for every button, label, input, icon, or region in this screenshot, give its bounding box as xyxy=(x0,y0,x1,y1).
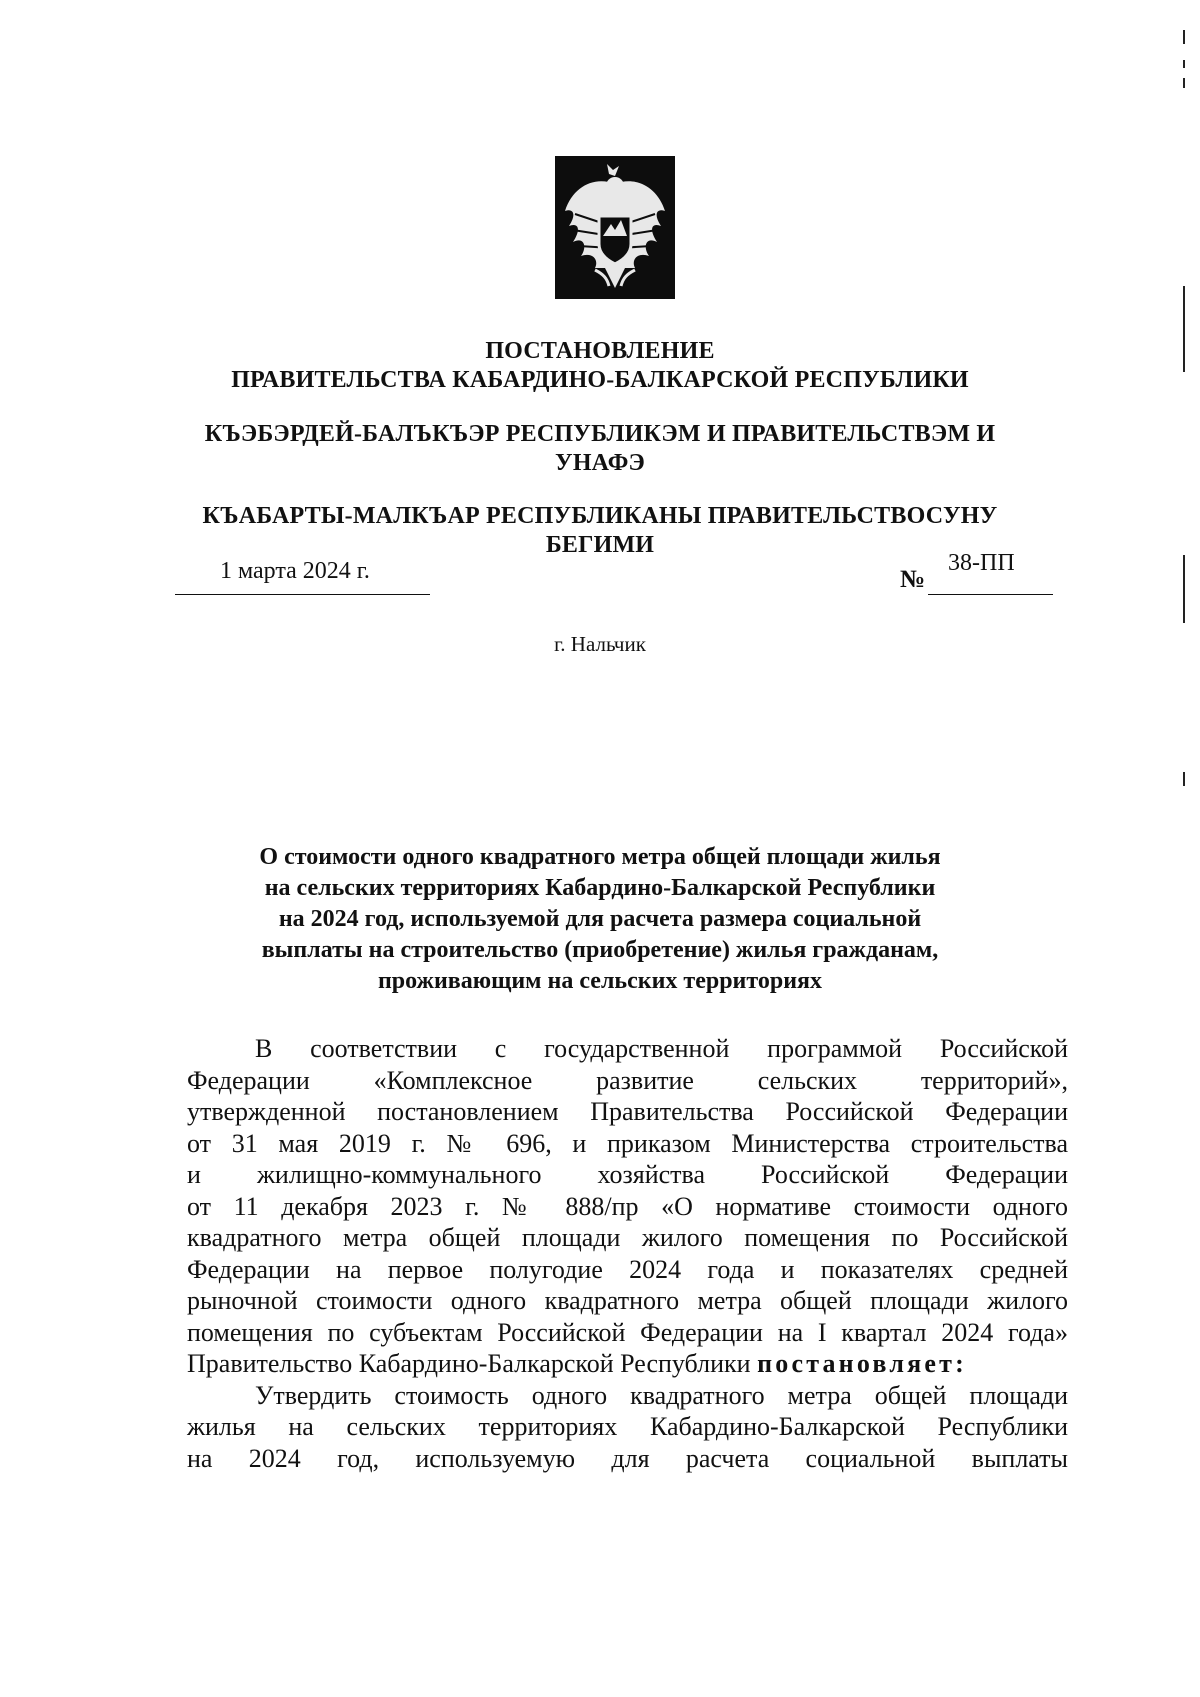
header-kabardian-line: КЪЭБЭРДЕЙ-БАЛЪКЪЭР РЕСПУБЛИКЭМ И ПРАВИТЕЛЬСТВЭМ И xyxy=(204,421,996,447)
header-title-line: ПРАВИТЕЛЬСТВА КАБАРДИНО-БАЛКАРСКОЙ РЕСПУБЛИКИ xyxy=(231,367,969,393)
body-line: квадратного метра общей площади жилого помещения по Российской xyxy=(187,1223,1068,1252)
scan-mark xyxy=(1183,60,1185,68)
header-title-line: ПОСТАНОВЛЕНИЕ xyxy=(485,338,715,364)
header-kabardian xyxy=(150,420,1050,478)
scan-mark xyxy=(1183,30,1185,44)
body-line: Правительство Кабардино-Балкарской Республики xyxy=(187,1349,751,1378)
scan-mark xyxy=(1183,555,1185,623)
body-line: жилья на сельских территориях Кабардино-Балкарской Республики xyxy=(187,1412,1068,1441)
header-kabardian-line: УНАФЭ xyxy=(555,450,645,476)
body-text xyxy=(187,1033,1068,1474)
body-line: Утвердить стоимость одного квадратного метра общей площади xyxy=(255,1380,1068,1410)
title-line: выплаты на строительство (приобретение) жилья гражданам, xyxy=(261,937,939,963)
number-sign: № xyxy=(900,566,926,593)
body-line: Федерации «Комплексное развитие сельских территорий», xyxy=(187,1065,1068,1095)
body-line: на 2024 год, используемую для расчета социальной выплаты xyxy=(187,1443,1068,1473)
decree-number: 38-ПП xyxy=(948,550,1015,576)
title-line: на сельских территориях Кабардино-Балкарской Республики xyxy=(264,875,936,901)
coat-of-arms-emblem xyxy=(555,156,675,299)
header-balkar xyxy=(150,502,1050,560)
body-line: утвержденной постановлением Правительства Российской Федерации xyxy=(187,1097,1068,1126)
body-line: от 11 декабря 2023 г. № 888/пр «О нормативе стоимости одного xyxy=(187,1191,1068,1221)
body-line: от 31 мая 2019 г. № 696, и приказом Министерства строительства xyxy=(187,1128,1068,1158)
scan-mark xyxy=(1183,286,1185,372)
decree-date: 1 марта 2024 г. xyxy=(220,558,370,584)
title-line: О стоимости одного квадратного метра общей площади жилья xyxy=(259,844,941,870)
scan-mark xyxy=(1183,772,1185,786)
decree-title xyxy=(150,842,1050,997)
body-line: Федерации на первое полугодие 2024 года и показателях средней xyxy=(187,1254,1068,1284)
header-title xyxy=(150,337,1050,395)
scan-mark xyxy=(1183,78,1185,88)
date-underline xyxy=(175,594,430,595)
body-line: помещения по субъектам Российской Федерации на I квартал 2024 года» xyxy=(187,1317,1068,1347)
body-line: В соответствии с государственной программой Российской xyxy=(255,1034,1068,1063)
header-balkar-line: КЪАБАРТЫ-МАЛКЪАР РЕСПУБЛИКАНЫ ПРАВИТЕЛЬСТВОСУНУ xyxy=(202,503,998,529)
body-line-decree xyxy=(187,1348,1068,1380)
decree-word: постановляет: xyxy=(757,1349,967,1378)
body-line: и жилищно-коммунального хозяйства Российской Федерации xyxy=(187,1160,1068,1189)
title-line: проживающим на сельских территориях xyxy=(377,968,823,994)
body-line: рыночной стоимости одного квадратного метра общей площади жилого xyxy=(187,1286,1068,1315)
city-name: г. Нальчик xyxy=(554,632,646,656)
number-underline xyxy=(928,594,1053,595)
title-line: на 2024 год, используемой для расчета размера социальной xyxy=(278,906,922,932)
header-balkar-line: БЕГИМИ xyxy=(545,532,655,558)
